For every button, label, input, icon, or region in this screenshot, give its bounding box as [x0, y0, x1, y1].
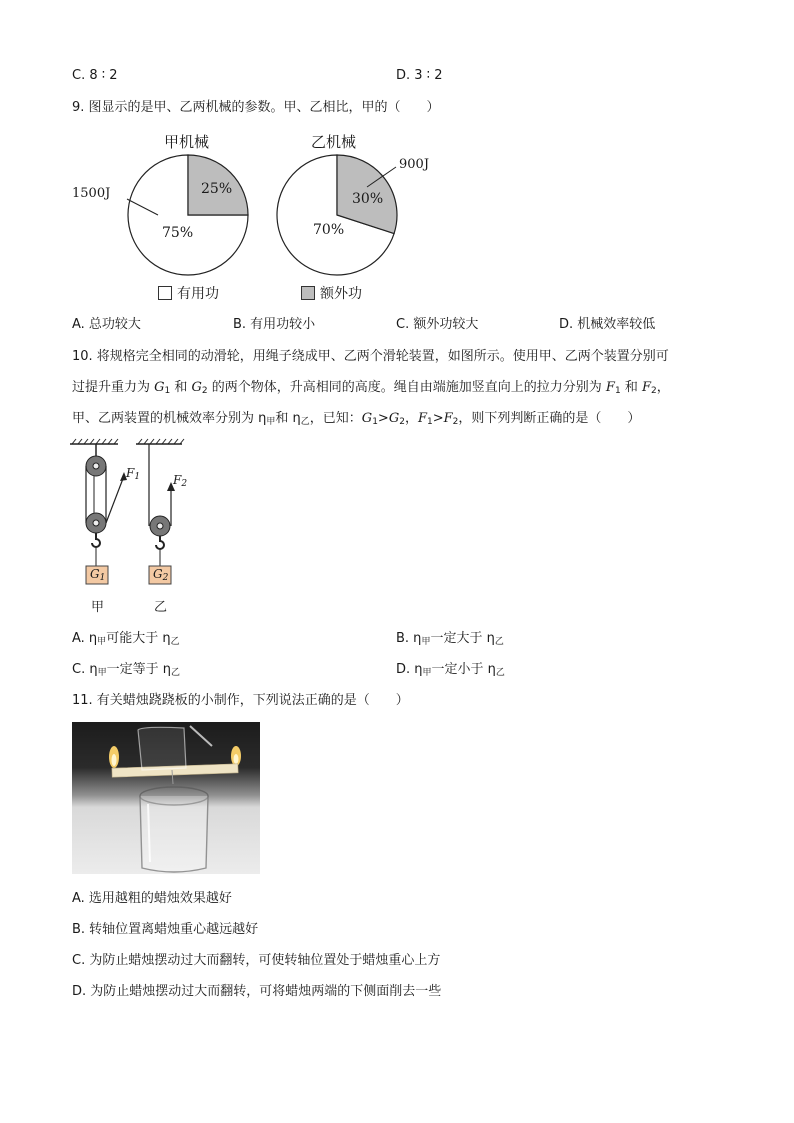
label-f1: $F_1$: [126, 466, 141, 482]
pie-a: [127, 155, 248, 275]
label-g2: $G_2$: [153, 567, 169, 583]
q10-line1: 10. 将规格完全相同的动滑轮，用绳子绕成甲、乙两个滑轮装置，如图所示。使用甲、乙两个装置分别可: [72, 349, 669, 364]
q10-option-a: A. $\eta_甲$可能大于 $\eta_乙$: [72, 631, 180, 647]
q11-stem: 11. 有关蜡烛跷跷板的小制作，下列说法正确的是（ ）: [72, 693, 409, 708]
candle-seesaw-photo: [72, 722, 260, 874]
pie-b-energy: 900J: [399, 157, 430, 172]
q11-option-a: A. 选用越粗的蜡烛效果越好: [72, 891, 232, 906]
q9-option-c: C. 额外功较大: [396, 317, 479, 332]
fig-label-jia: 甲: [91, 600, 105, 615]
q11-option-d: D. 为防止蜡烛摆动过大而翻转，可将蜡烛两端的下侧面削去一些: [72, 984, 442, 999]
legend-useful-label: 有用功: [177, 286, 219, 302]
fig-label-yi: 乙: [154, 600, 168, 615]
rope-free-end-jia: [106, 476, 124, 523]
legend-useful-swatch: [158, 286, 172, 300]
legend-extra-swatch: [301, 286, 315, 300]
q9-option-d: D. 机械效率较低: [559, 317, 656, 332]
q9-option-b: B. 有用功较小: [233, 317, 316, 332]
q11-option-b: B. 转轴位置离蜡烛重心越远越好: [72, 922, 259, 937]
q10-option-c: C. $\eta_甲$一定等于 $\eta_乙$: [72, 662, 180, 678]
pie-a-label-useful: 75%: [162, 225, 194, 241]
pie-a-energy: 1500J: [72, 186, 111, 201]
q11-option-c: C. 为防止蜡烛摆动过大而翻转，可使转轴位置处于蜡烛重心上方: [72, 953, 441, 968]
pie-b: [277, 155, 397, 275]
chart-b-title: 乙机械: [311, 133, 357, 151]
pie-b-label-extra: 30%: [352, 191, 384, 207]
pulley-diagram: [60, 436, 210, 592]
pie-b-label-useful: 70%: [313, 222, 345, 238]
label-g1: $G_1$: [90, 567, 106, 583]
option-d-prev: D. 3 ∶ 2: [396, 68, 443, 83]
label-f2: $F_2$: [173, 473, 188, 489]
chart-a-title: 甲机械: [164, 133, 210, 151]
ceiling-jia: [70, 439, 118, 444]
option-c-prev: C. 8 ∶ 2: [72, 68, 118, 83]
q9-option-a: A. 总功较大: [72, 317, 141, 332]
q10-option-b: B. $\eta_甲$一定大于 $\eta_乙$: [396, 631, 504, 647]
pie-a-label-extra: 25%: [201, 181, 233, 197]
legend-extra-label: 额外功: [320, 286, 362, 302]
q10-line3: 甲、乙两装置的机械效率分别为 $\eta_甲$和 $\eta_乙$，已知：$G_1>G_2$，$F_1>F_2$，则下列判断正确的是（ ）: [72, 411, 641, 427]
ceiling-yi: [136, 439, 184, 444]
q10-line2: 过提升重力为 $G_1$ 和 $G_2$ 的两个物体，升高相同的高度。绳自由端施加竖直向上的拉力分别为 $F_1$ 和 $F_2$，: [72, 380, 670, 396]
q10-option-d: D. $\eta_甲$一定小于 $\eta_乙$: [396, 662, 505, 678]
q9-stem: 9. 图显示的是甲、乙两机械的参数。甲、乙相比，甲的（ ）: [72, 100, 440, 115]
